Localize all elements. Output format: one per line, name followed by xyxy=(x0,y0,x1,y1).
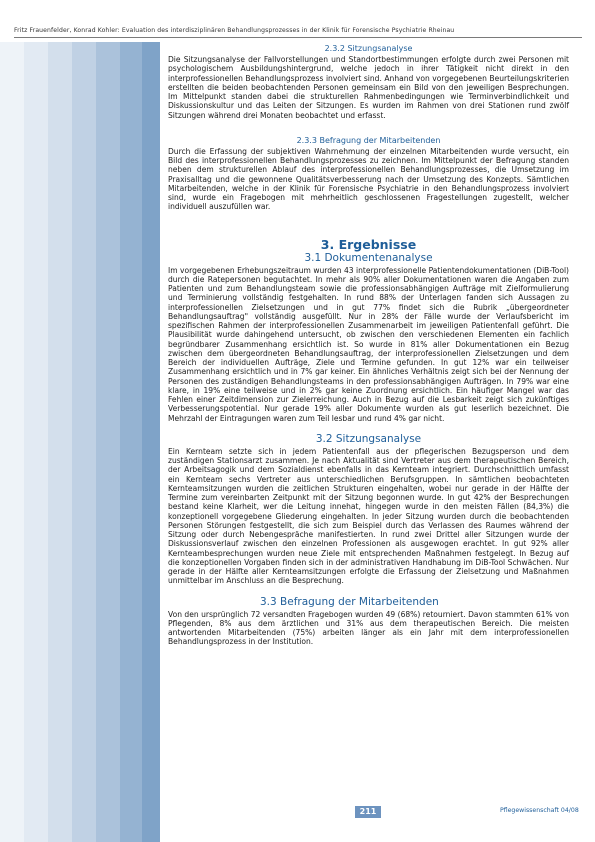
decorative-blue-stripes xyxy=(0,42,160,842)
stripe xyxy=(24,42,48,842)
running-header: Fritz Frauenfelder, Konrad Kohler: Evaluation des interdisziplinären Behandlungsprozesses in der Klinik für Forensische Psychiatrie Rheinau xyxy=(14,27,455,34)
paragraph-3-3: Von den ursprünglich 72 versandten Fragebogen wurden 49 (68%) retourniert. Davon stammten 61% von Pflegenden, 8% aus dem ärztlichen und 31% aus dem therapeutischen Bereich. Die meisten antwortenden Mitarbeitenden (75%) arbeiten länger als ein Jahr mit dem interprofessionellen Behandlungsprozess in der Institution. xyxy=(168,609,569,647)
stripe xyxy=(142,42,160,842)
heading-3-3: 3.3 Befragung der Mitarbeitenden xyxy=(260,595,439,608)
heading-2-3-2: 2.3.2 Sitzungsanalyse xyxy=(324,44,413,53)
paragraph-2-3-2: Die Sitzungsanalyse der Fallvorstellungen und Standortbestimmungen erfolgte durch zwei Personen mit psychologischem Ausbildungshintergrund, welche jedoch in ihrer Tätigkeit nicht direkt in den interprofessionellen Behandlungsprozess involviert sind. Anhand von vorgegebenen Beurteilungskriterien erstellten die beiden beobachtenden Personen gemeinsam ein Bild von den jeweiligen Besprechungen. Im Mittelpunkt standen dabei die strukturellen Rahmenbedingungen wie Terminverbindlichkeit und Diskussionskultur und das Leiten der Sitzungen. Es wurden im Rahmen von drei Stationen rund zwölf Sitzungen während drei Monaten beobachtet und erfasst. xyxy=(168,55,569,120)
stripe xyxy=(48,42,72,842)
paragraph-2-3-3: Durch die Erfassung der subjektiven Wahrnehmung der einzelnen Mitarbeitenden wurde versucht, ein Bild des interprofessionellen Behandlungsprozesses zu zeichnen. Im Mittelpunkt der Befragung standen neben dem strukturellen Ablauf des interprofessionellen Behandlungsprozesses, die Umsetzung im Praxisalltag und die gewonnene Qualitätsverbesserung nach der Umsetzung des Konzepts. Sämtlichen Mitarbeitenden, welche in der Klinik für Forensische Psychiatrie in den Behandlungsprozess involviert sind, wurde ein Fragebogen mit mehrheitlich geschlossenen Fragestellungen zugestellt, welcher individuell auszufüllen war. xyxy=(168,146,569,212)
paragraph-3-1: Im vorgegebenen Erhebungszeitraum wurden 43 interprofessionelle Patientendokumentationen (DiB-Tool) durch die Ratepersonen begutachtet. In mehr als 90% aller Dokumentationen waren die Angaben zum Patienten und zum Behandlungsteam sowie die professionsabhängigen Aufträge mit Zielformulierung und Terminierung vollständig festgehalten. In rund 88% der Unterlagen fanden sich Aussagen zu interprofessionellen Zielsetzungen und in gut 77% findet sich die Rubrik „übergeordneter Behandlungsauftrag" vollständig ausgefüllt. Nur in 28% der Fälle wurde der Verlaufsbericht im spezifischen Rahmen der interprofessionellen Zusammenarbeit im jeweiligen Patientenfall geführt. Die Plausibilität wurde dahingehend untersucht, ob zwischen den verschiedenen Elementen ein fachlich begründbarer Zusammenhang ersichtlich ist. So wurde in 81% aller Dokumentationen ein Bezug zwischen dem übergeordneten Behandlungsauftrag, der interprofessionellen Zielsetzungen und dem Bereich der individuellen Aufträge, Ziele und Termine gefunden. In gut 12% war ein teilweiser Zusammenhang ersichtlich und in 7% gar keiner. Ein ähnliches Verhältnis zeigt sich bei der Nennung der Personen des zuständigen Behandlungsteams in den professionsabhängigen Aufträgen. In 79% war eine klare, in 19% eine teilweise und in 2% gar keine Zuordnung ersichtlich. Ein häufiger Mangel war das Fehlen einer Zeitdimension zur Zielerreichung. Auch in Bezug auf die Lesbarkeit zeigt sich zukünftiges Verbesserungspotential. Nur gerade 19% aller Dokumente wurden als gut leserlich bezeichnet. Die Mehrzahl der Eintragungen waren zum Teil lesbar und rund 4% gar nicht. xyxy=(168,265,569,423)
stripe xyxy=(96,42,120,842)
heading-3-1: 3.1 Dokumentenanalyse xyxy=(304,251,433,264)
page-footer xyxy=(0,806,595,820)
journal-name: Pflegewissenschaft 04/08 xyxy=(500,807,579,814)
stripe xyxy=(120,42,142,842)
heading-3-2: 3.2 Sitzungsanalyse xyxy=(315,432,422,445)
heading-2-3-3: 2.3.3 Befragung der Mitarbeitenden xyxy=(296,135,441,145)
stripe xyxy=(72,42,96,842)
header-rule xyxy=(14,37,582,38)
stripe xyxy=(0,42,24,842)
paragraph-3-2: Ein Kernteam setzte sich in jedem Patientenfall aus der pflegerischen Bezugsperson und dem zuständigen Stationsarzt zusammen. Je nach Aktualität sind Vertreter aus dem therapeutischen Bereich, der Arbeitsagogik und dem Sozialdienst ebenfalls in das Kernteam integriert. Durchschnittlich umfasst ein Kernteam sechs Vertreter aus unterschiedlichen Berufsgruppen. In sämtlichen beobachteten Kernteamsitzungen wurden die zeitlichen Strukturen eingehalten, wobei nur gerade in der Hälfte der Termine zum vereinbarten Zeitpunkt mit der Sitzung begonnen wurde. In gut 42% der Besprechungen bestand keine Klarheit, wer die Leitung innehat, hingegen wurde in den meisten Fällen (84,3%) die konzeptionell vorgegebene Gliederung eingehalten. In jeder Sitzung wurden durch die beobachtenden Personen Störungen festgestellt, die sich zum Beispiel durch das Verlassen des Raumes während der Sitzung oder durch Nebengespräche manifestierten. In rund zwei Drittel aller Sitzungen wurde der Diskussionsverlauf zwischen den einzelnen Professionen als ausgewogen erachtet. In gut 92% aller Kernteambesprechungen wurden neue Ziele mit entsprechenden Maßnahmen festgelegt. In Bezug auf die konzeptionellen Vorgaben finden sich in der administrativen Handhabung im DiB-Tool Schwächen. Nur gerade in der Hälfte aller Kernteamsitzungen erfolgte die Erfassung der Zielsetzung und Maßnahmen unmittelbar im Anschluss an die Besprechung. xyxy=(168,446,569,586)
heading-3-ergebnisse: 3. Ergebnisse xyxy=(320,236,417,252)
article-body xyxy=(168,44,569,647)
page-number: 211 xyxy=(355,806,381,818)
